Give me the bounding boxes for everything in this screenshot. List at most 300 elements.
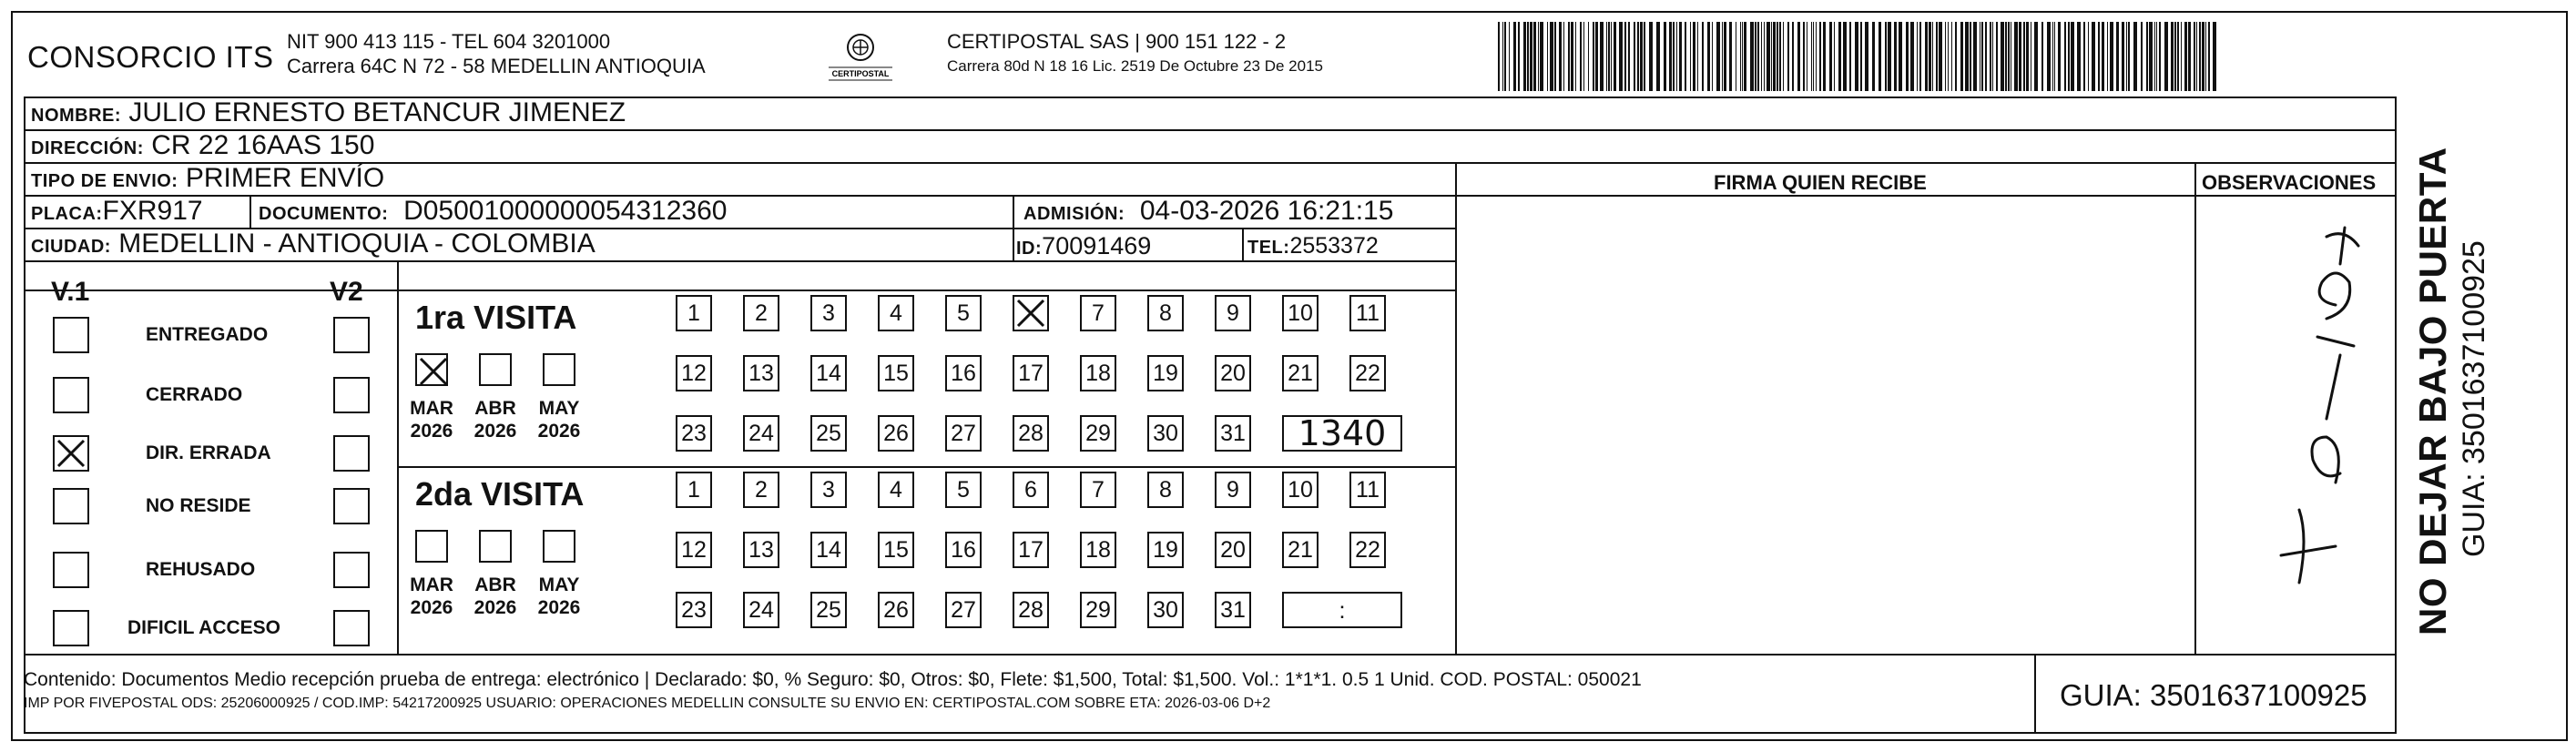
month-label <box>466 397 524 442</box>
barcode-bar <box>1513 22 1516 91</box>
day-checkbox[interactable]: 9 <box>1215 295 1251 331</box>
day-checkbox[interactable]: 4 <box>878 295 914 331</box>
barcode-bar <box>2205 22 2206 91</box>
id-value: 70091469 <box>1042 232 1152 259</box>
barcode-bar <box>2133 22 2137 91</box>
ciudad-label: CIUDAD: <box>31 237 111 257</box>
barcode-bar <box>1885 22 1887 91</box>
day-checkbox[interactable]: 15 <box>878 532 914 568</box>
barcode-bar <box>1925 22 1928 91</box>
v1-header: V.1 <box>51 277 90 307</box>
visit-title: 2da VISITA <box>415 475 585 513</box>
barcode-bar <box>1580 22 1582 91</box>
barcode-bar <box>2122 22 2124 91</box>
status-v2-checkbox[interactable] <box>333 317 370 353</box>
barcode-bar <box>2008 22 2010 91</box>
barcode-bar <box>1614 22 1616 91</box>
documento-label: DOCUMENTO: <box>259 204 389 224</box>
documento-value: D05001000000054312360 <box>403 196 728 226</box>
rule <box>24 654 2397 655</box>
day-checkbox[interactable]: 27 <box>945 592 982 628</box>
barcode-bar <box>1939 22 1942 91</box>
status-label: DIFICIL ACCESO <box>127 617 281 638</box>
day-checkbox[interactable]: 10 <box>1282 295 1319 331</box>
day-checkbox[interactable]: 23 <box>676 592 712 628</box>
status-label: DIR. ERRADA <box>146 442 271 463</box>
day-checkbox[interactable]: 22 <box>1349 355 1386 391</box>
company-info <box>287 29 706 78</box>
barcode-bar <box>1533 22 1536 91</box>
barcode-bar <box>1729 22 1732 91</box>
barcode-bar <box>1813 22 1814 91</box>
barcode-bar <box>1929 22 1931 91</box>
barcode-bar <box>1568 22 1570 91</box>
day-checkbox[interactable]: 10 <box>1282 472 1319 508</box>
day-checkbox[interactable]: 13 <box>743 355 779 391</box>
status-v1-checkbox[interactable] <box>53 610 89 646</box>
nombre-label: NOMBRE: <box>31 106 122 126</box>
barcode-bar <box>1771 22 1772 91</box>
time-field[interactable]: 1340 <box>1282 415 1402 452</box>
barcode-bar <box>1588 22 1589 91</box>
month-label <box>530 574 588 619</box>
day-checkbox[interactable]: 1 <box>676 295 712 331</box>
barcode-bar <box>1955 22 1957 91</box>
barcode-bar <box>2064 22 2066 91</box>
barcode-bar <box>1990 22 1991 91</box>
barcode-bar <box>1707 22 1710 91</box>
barcode-bar <box>1600 22 1604 91</box>
status-v1-checkbox[interactable] <box>53 435 89 472</box>
day-checkbox[interactable]: 22 <box>1349 532 1386 568</box>
barcode-bar <box>1894 22 1897 91</box>
barcode-bar <box>1634 22 1635 91</box>
day-checkbox[interactable]: 7 <box>1080 472 1116 508</box>
rule <box>397 466 1457 468</box>
month-checkbox[interactable] <box>479 530 512 563</box>
day-checkbox[interactable]: 9 <box>1215 472 1251 508</box>
barcode-bar <box>2141 22 2143 91</box>
x-mark-icon <box>417 355 450 388</box>
status-v1-checkbox[interactable] <box>53 552 89 588</box>
rule <box>249 195 251 229</box>
day-checkbox[interactable] <box>1013 295 1049 331</box>
nombre-value: JULIO ERNESTO BETANCUR JIMENEZ <box>128 97 626 127</box>
day-checkbox[interactable]: 21 <box>1282 532 1319 568</box>
barcode-bar <box>1951 22 1952 91</box>
documento-field <box>259 197 727 229</box>
barcode-bar <box>1936 22 1938 91</box>
day-checkbox[interactable]: 31 <box>1215 592 1251 628</box>
barcode-bar <box>2071 22 2074 91</box>
barcode-bar <box>1547 22 1548 91</box>
tel-field <box>1247 231 1379 262</box>
barcode-bar <box>1764 22 1765 91</box>
month-name: ABR <box>474 398 516 419</box>
admision-field <box>1023 197 1393 229</box>
barcode-bar <box>2146 22 2148 91</box>
month-checkbox[interactable] <box>415 353 448 386</box>
time-field[interactable]: : <box>1282 592 1402 628</box>
month-year: 2026 <box>473 421 517 442</box>
barcode-bar <box>1676 22 1677 91</box>
day-checkbox[interactable]: 29 <box>1080 415 1116 452</box>
month-year: 2026 <box>537 597 581 618</box>
barcode-bar <box>1855 22 1858 91</box>
day-checkbox[interactable]: 5 <box>945 295 982 331</box>
barcode-bar <box>1965 22 1969 91</box>
barcode-bar <box>1523 22 1526 91</box>
barcode-bar <box>1712 22 1713 91</box>
rule <box>2395 97 2397 734</box>
barcode-bar <box>1757 22 1759 91</box>
observaciones-header: OBSERVACIONES <box>2202 171 2377 194</box>
barcode-bar <box>2126 22 2127 91</box>
barcode-bar <box>1664 22 1666 91</box>
day-checkbox[interactable]: 17 <box>1013 355 1049 391</box>
barcode-bar <box>1742 22 1743 91</box>
rule <box>397 260 399 655</box>
barcode-bar <box>2083 22 2085 91</box>
guia-number: GUIA: 3501637100925 <box>2060 678 2367 712</box>
month-name: ABR <box>474 574 516 595</box>
admision-value: 04-03-2026 16:21:15 <box>1139 196 1394 226</box>
placa-value: FXR917 <box>102 196 203 226</box>
barcode-bar <box>1773 22 1776 91</box>
day-checkbox[interactable]: 30 <box>1147 415 1184 452</box>
barcode-bar <box>2023 22 2025 91</box>
month-checkbox[interactable] <box>543 530 575 563</box>
barcode-bar <box>1792 22 1794 91</box>
barcode-bar <box>2199 22 2201 91</box>
barcode-bar <box>1899 22 1902 91</box>
barcode-bar <box>1637 22 1639 91</box>
tipo-envio-label: TIPO DE ENVIO: <box>31 171 178 191</box>
barcode-bar <box>1685 22 1686 91</box>
barcode-bar <box>1502 22 1503 91</box>
barcode-bar <box>1910 22 1914 91</box>
day-checkbox[interactable]: 25 <box>810 415 847 452</box>
month-label <box>466 574 524 619</box>
ciudad-value: MEDELLIN - ANTIOQUIA - COLOMBIA <box>118 229 596 259</box>
company-address: Carrera 64C N 72 - 58 MEDELLIN ANTIOQUIA <box>287 55 706 77</box>
day-checkbox[interactable]: 19 <box>1147 532 1184 568</box>
tipo-envio-value: PRIMER ENVÍO <box>185 163 385 193</box>
barcode-bar <box>1498 22 1500 91</box>
barcode-bar <box>2107 22 2108 91</box>
day-checkbox[interactable]: 19 <box>1147 355 1184 391</box>
barcode-bar <box>1563 22 1564 91</box>
carrier-name: CERTIPOSTAL SAS | 900 151 122 - 2 <box>947 30 1287 53</box>
no-dejar-bajo-puerta-notice: NO DEJAR BAJO PUERTA <box>2411 147 2454 635</box>
direccion-value: CR 22 16AAS 150 <box>151 130 375 160</box>
barcode-bar <box>2001 22 2004 91</box>
barcode-bar <box>1783 22 1784 91</box>
tel-label: TEL: <box>1247 238 1290 258</box>
barcode-bar <box>2110 22 2113 91</box>
month-label <box>402 574 461 619</box>
day-checkbox[interactable]: 24 <box>743 592 779 628</box>
month-checkbox[interactable] <box>479 353 512 386</box>
barcode-bar <box>1673 22 1675 91</box>
carrier-info <box>947 29 1323 78</box>
day-checkbox[interactable]: 3 <box>810 472 847 508</box>
barcode-bar <box>2149 22 2153 91</box>
firma-header: FIRMA QUIEN RECIBE <box>1714 171 1927 194</box>
barcode-bar <box>1606 22 1607 91</box>
status-v2-checkbox[interactable] <box>333 377 370 413</box>
day-checkbox[interactable]: 14 <box>810 355 847 391</box>
barcode-bar <box>2202 22 2204 91</box>
day-checkbox[interactable]: 18 <box>1080 355 1116 391</box>
rule <box>1455 162 1457 655</box>
barcode-bar <box>1960 22 1963 91</box>
month-year: 2026 <box>410 421 453 442</box>
day-checkbox[interactable]: 8 <box>1147 472 1184 508</box>
day-checkbox[interactable]: 26 <box>878 592 914 628</box>
rule <box>24 732 2397 734</box>
barcode-bar <box>2092 22 2095 91</box>
day-checkbox[interactable]: 11 <box>1349 295 1386 331</box>
barcode-bar <box>2098 22 2100 91</box>
barcode-bar <box>2128 22 2130 91</box>
rule <box>24 97 25 734</box>
month-label <box>530 397 588 442</box>
day-checkbox[interactable]: 25 <box>810 592 847 628</box>
company-nit: NIT 900 413 115 - TEL 604 3201000 <box>287 30 611 53</box>
barcode-bar <box>1550 22 1553 91</box>
barcode-bar <box>1888 22 1891 91</box>
barcode-bar <box>1690 22 1691 91</box>
status-v1-checkbox[interactable] <box>53 488 89 524</box>
day-checkbox[interactable]: 20 <box>1215 355 1251 391</box>
barcode-bar <box>1624 22 1626 91</box>
barcode-bar <box>1811 22 1812 91</box>
barcode-bar <box>1945 22 1946 91</box>
status-label: REHUSADO <box>146 559 256 580</box>
barcode-bar <box>1693 22 1695 91</box>
day-checkbox[interactable]: 12 <box>676 532 712 568</box>
barcode-bar <box>1932 22 1933 91</box>
barcode-bar <box>2019 22 2021 91</box>
x-mark-icon <box>55 437 87 470</box>
barcode-bar <box>1697 22 1698 91</box>
barcode-bar <box>2177 22 2179 91</box>
status-v2-checkbox[interactable] <box>333 552 370 588</box>
barcode-bar <box>2174 22 2176 91</box>
day-checkbox[interactable]: 6 <box>1013 472 1049 508</box>
barcode-bar <box>1669 22 1672 91</box>
barcode-bar <box>1656 22 1660 91</box>
month-label <box>402 397 461 442</box>
barcode-bar <box>1970 22 1971 91</box>
barcode-bar <box>1767 22 1770 91</box>
barcode-bar <box>2188 22 2191 91</box>
day-checkbox[interactable]: 5 <box>945 472 982 508</box>
barcode-bar <box>1509 22 1510 91</box>
rule <box>2034 654 2036 734</box>
day-checkbox[interactable]: 31 <box>1215 415 1251 452</box>
barcode-bar <box>1518 22 1520 91</box>
day-checkbox[interactable]: 1 <box>676 472 712 508</box>
barcode-bar <box>1740 22 1741 91</box>
logo-text: CERTIPOSTAL <box>831 69 890 78</box>
day-checkbox[interactable]: 2 <box>743 295 779 331</box>
barcode-bar <box>2171 22 2174 91</box>
day-checkbox[interactable]: 20 <box>1215 532 1251 568</box>
day-checkbox[interactable]: 30 <box>1147 592 1184 628</box>
content-description: Contenido: Documentos Medio recepción prueba de entrega: electrónico | Declarado: $0, % Seguro: $0, Otros: $0, Flete: $1,500, Total: $1,500. Vol.: 1*1*1. 0.5 1 Unid. COD. POSTAL: 050021 <box>24 669 1642 690</box>
company-name: CONSORCIO ITS <box>27 40 274 74</box>
barcode-bar <box>1829 22 1832 91</box>
barcode-bar <box>1948 22 1949 91</box>
barcode-bar <box>1744 22 1746 91</box>
day-checkbox[interactable]: 16 <box>945 532 982 568</box>
month-checkbox[interactable] <box>415 530 448 563</box>
barcode-bar <box>1823 22 1826 91</box>
barcode-bar <box>1779 22 1781 91</box>
barcode-bar <box>2034 22 2038 91</box>
day-checkbox[interactable]: 7 <box>1080 295 1116 331</box>
day-checkbox[interactable]: 8 <box>1147 295 1184 331</box>
barcode-bar <box>1872 22 1875 91</box>
barcode-bar <box>1917 22 1918 91</box>
status-v1-checkbox[interactable] <box>53 317 89 353</box>
barcode-bar <box>2156 22 2157 91</box>
barcode-bar <box>1973 22 1977 91</box>
placa-field <box>31 197 203 229</box>
barcode-bar <box>1527 22 1529 91</box>
barcode <box>1498 22 2217 91</box>
barcode-bar <box>1504 22 1506 91</box>
day-checkbox[interactable]: 23 <box>676 415 712 452</box>
print-info: IMP POR FIVEPOSTAL ODS: 25206000925 / COD.IMP: 54217200925 USUARIO: OPERACIONES MEDELLIN CONSULTE SU ENVIO EN: CERTIPOSTAL.COM SOBRE ETA: 2026-03-06 D+2 <box>24 696 1271 711</box>
barcode-bar <box>2088 22 2089 91</box>
rule <box>2194 162 2196 655</box>
barcode-bar <box>1559 22 1562 91</box>
barcode-bar <box>2102 22 2104 91</box>
direccion-label: DIRECCIÓN: <box>31 138 144 158</box>
month-name: MAY <box>538 398 580 419</box>
day-checkbox[interactable]: 11 <box>1349 472 1386 508</box>
status-v2-checkbox[interactable] <box>333 610 370 646</box>
day-checkbox[interactable]: 24 <box>743 415 779 452</box>
barcode-bar <box>1583 22 1584 91</box>
day-checkbox[interactable]: 26 <box>878 415 914 452</box>
ciudad-field <box>31 229 596 261</box>
barcode-bar <box>1611 22 1612 91</box>
handwritten-observation <box>2272 209 2381 610</box>
certipostal-logo-icon <box>810 27 911 91</box>
barcode-bar <box>1906 22 1909 91</box>
status-v2-checkbox[interactable] <box>333 435 370 472</box>
day-checkbox[interactable]: 14 <box>810 532 847 568</box>
day-checkbox[interactable]: 27 <box>945 415 982 452</box>
barcode-bar <box>1755 22 1756 91</box>
rule <box>1013 195 1014 262</box>
month-name: MAR <box>410 574 453 595</box>
day-checkbox[interactable]: 18 <box>1080 532 1116 568</box>
barcode-bar <box>1996 22 1998 91</box>
status-label: ENTREGADO <box>146 324 269 345</box>
barcode-bar <box>1702 22 1704 91</box>
barcode-bar <box>2052 22 2053 91</box>
barcode-bar <box>1819 22 1821 91</box>
barcode-bar <box>1865 22 1868 91</box>
barcode-bar <box>1540 22 1543 91</box>
status-label: NO RESIDE <box>146 495 251 516</box>
day-checkbox[interactable]: 15 <box>878 355 914 391</box>
day-checkbox[interactable]: 2 <box>743 472 779 508</box>
tel-value: 2553372 <box>1289 233 1379 259</box>
barcode-bar <box>1649 22 1653 91</box>
direccion-field <box>31 131 374 163</box>
barcode-bar <box>2154 22 2155 91</box>
barcode-bar <box>1530 22 1532 91</box>
day-checkbox[interactable]: 17 <box>1013 532 1049 568</box>
barcode-bar <box>1716 22 1720 91</box>
rule <box>24 290 1457 291</box>
barcode-bar <box>2014 22 2018 91</box>
barcode-bar <box>1619 22 1623 91</box>
status-v1-checkbox[interactable] <box>53 377 89 413</box>
month-checkbox[interactable] <box>543 353 575 386</box>
barcode-bar <box>2005 22 2007 91</box>
month-name: MAY <box>538 574 580 595</box>
barcode-bar <box>1919 22 1921 91</box>
barcode-bar <box>2054 22 2055 91</box>
barcode-bar <box>1644 22 1645 91</box>
barcode-bar <box>1787 22 1789 91</box>
barcode-bar <box>2116 22 2119 91</box>
barcode-bar <box>1554 22 1556 91</box>
tipo-envio-field <box>31 164 384 196</box>
day-checkbox[interactable]: 29 <box>1080 592 1116 628</box>
day-checkbox[interactable]: 3 <box>810 295 847 331</box>
month-year: 2026 <box>537 421 581 442</box>
barcode-bar <box>1750 22 1754 91</box>
barcode-bar <box>2026 22 2029 91</box>
nombre-field <box>31 98 626 130</box>
barcode-bar <box>1628 22 1630 91</box>
placa-label: PLACA: <box>31 204 103 224</box>
barcode-bar <box>1797 22 1800 91</box>
carrier-license: Carrera 80d N 18 16 Lic. 2519 De Octubre 23 De 2015 <box>947 57 1323 75</box>
barcode-bar <box>1679 22 1682 91</box>
barcode-bar <box>2077 22 2081 91</box>
day-checkbox[interactable]: 16 <box>945 355 982 391</box>
barcode-bar <box>1608 22 1610 91</box>
barcode-bar <box>1761 22 1762 91</box>
barcode-bar <box>2047 22 2051 91</box>
status-v2-checkbox[interactable] <box>333 488 370 524</box>
barcode-bar <box>2213 22 2216 91</box>
barcode-bar <box>2184 22 2187 91</box>
day-checkbox[interactable]: 21 <box>1282 355 1319 391</box>
day-checkbox[interactable]: 28 <box>1013 415 1049 452</box>
barcode-bar <box>2181 22 2182 91</box>
visit-title: 1ra VISITA <box>415 299 577 336</box>
id-label: ID: <box>1016 239 1043 259</box>
day-checkbox[interactable]: 13 <box>743 532 779 568</box>
day-checkbox[interactable]: 4 <box>878 472 914 508</box>
day-checkbox[interactable]: 12 <box>676 355 712 391</box>
month-year: 2026 <box>473 597 517 618</box>
x-mark-icon <box>1014 297 1047 330</box>
barcode-bar <box>1816 22 1817 91</box>
barcode-bar <box>1722 22 1723 91</box>
day-checkbox[interactable]: 28 <box>1013 592 1049 628</box>
